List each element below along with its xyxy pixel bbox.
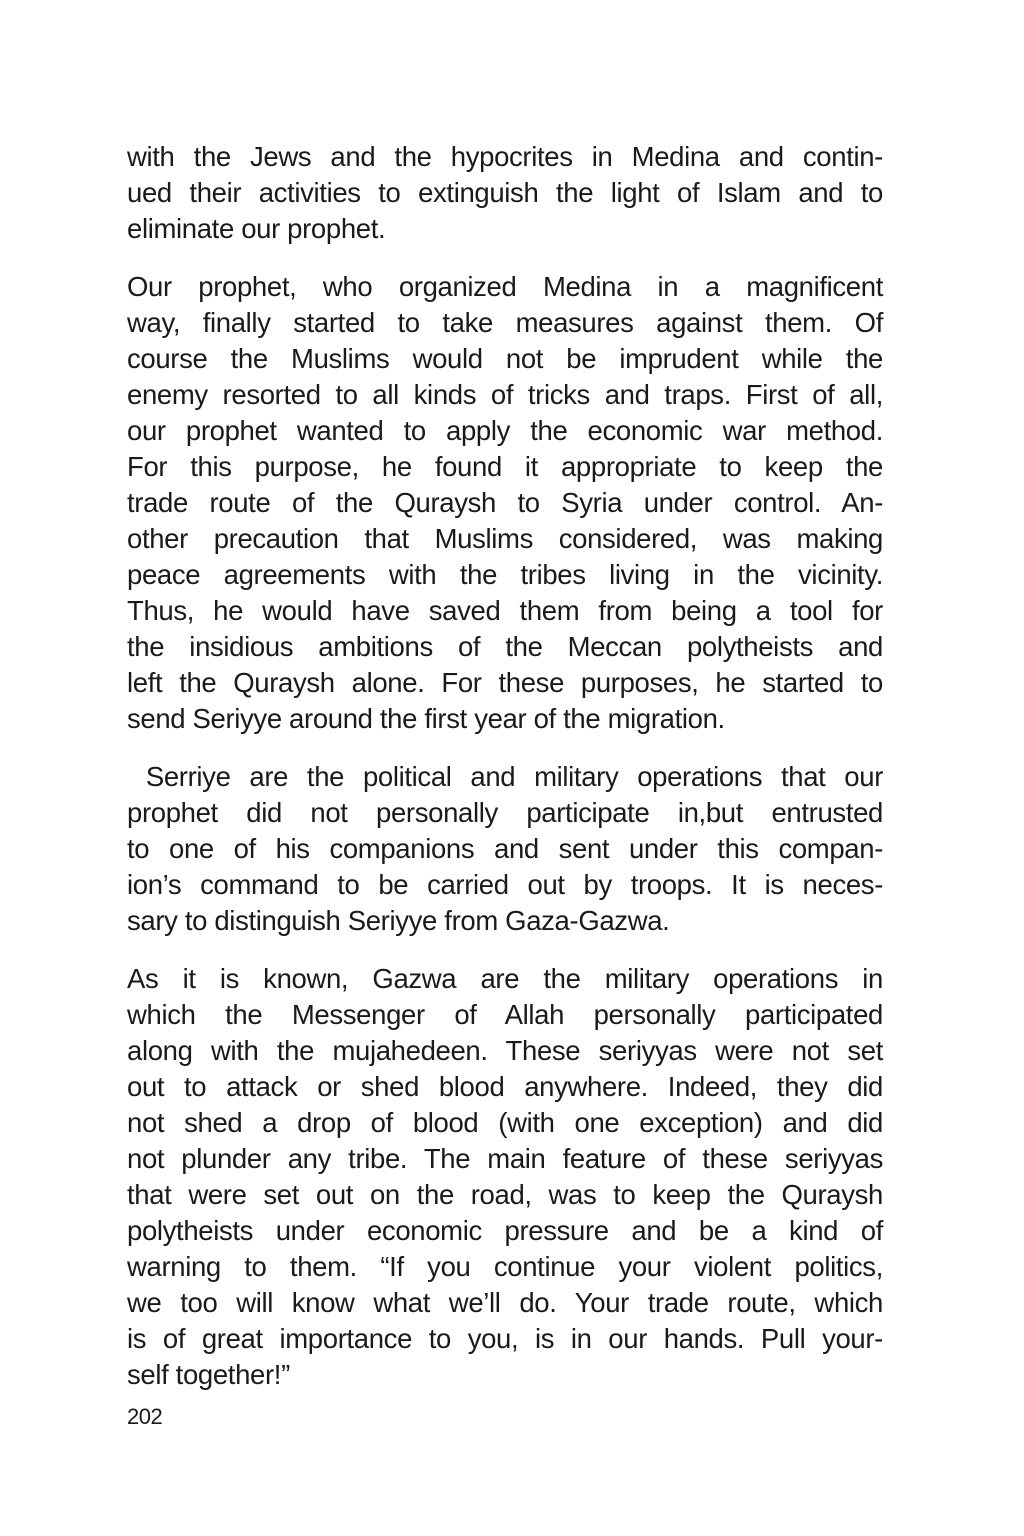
text-line: enemy resorted to all kinds of tricks and traps. First of all, [127, 379, 883, 410]
text-line: For this purpose, he found it appropriate to keep the [127, 451, 883, 482]
text-line: sary to distinguish Seriyye from Gaza-Gazwa. [127, 905, 670, 936]
text-line: peace agreements with the tribes living in the vicinity. [127, 559, 883, 590]
text-line: warning to them. “If you continue your violent politics, [127, 1251, 883, 1282]
text-line: Our prophet, who organized Medina in a magnificent [127, 271, 883, 302]
text-line: self together!” [127, 1359, 290, 1390]
text-line: polytheists under economic pressure and be a kind of [127, 1215, 883, 1246]
text-line: out to attack or shed blood anywhere. Indeed, they did [127, 1071, 883, 1102]
page-number: 202 [127, 1404, 163, 1429]
paragraph-2 [127, 269, 883, 737]
text-line: eliminate our prophet. [127, 213, 386, 244]
text-line: other precaution that Muslims considered, was making [127, 523, 883, 554]
text-line: with the Jews and the hypocrites in Medina and contin- [127, 141, 883, 172]
text-line: left the Quraysh alone. For these purposes, he started to [127, 667, 883, 698]
text-line: course the Muslims would not be imprudent while the [127, 343, 883, 374]
text-line: is of great importance to you, is in our hands. Pull your- [127, 1323, 883, 1354]
text-line: which the Messenger of Allah personally participated [127, 999, 883, 1030]
text-line: Thus, he would have saved them from being a tool for [127, 595, 883, 626]
paragraph-4 [127, 961, 883, 1393]
text-line: Serriye are the political and military operations that our [127, 761, 883, 792]
text-line: not plunder any tribe. The main feature of these seriyyas [127, 1143, 883, 1174]
text-line: ued their activities to extinguish the light of Islam and to [127, 177, 883, 208]
body-text [127, 139, 883, 1415]
text-line: that were set out on the road, was to keep the Quraysh [127, 1179, 883, 1210]
text-line: way, finally started to take measures against them. Of [127, 307, 883, 338]
text-line: we too will know what we’ll do. Your trade route, which [127, 1287, 883, 1318]
text-line: prophet did not personally participate in,but entrusted [127, 797, 883, 828]
paragraph-1 [127, 139, 883, 247]
text-line: ion’s command to be carried out by troops. It is neces- [127, 869, 883, 900]
text-line: our prophet wanted to apply the economic war method. [127, 415, 883, 446]
text-line: the insidious ambitions of the Meccan polytheists and [127, 631, 883, 662]
text-line: trade route of the Quraysh to Syria under control. An- [127, 487, 883, 518]
text-line: send Seriyye around the first year of the migration. [127, 703, 725, 734]
text-line: along with the mujahedeen. These seriyyas were not set [127, 1035, 883, 1066]
paragraph-3 [127, 759, 883, 939]
text-line: to one of his companions and sent under this compan- [127, 833, 883, 864]
text-line: As it is known, Gazwa are the military operations in [127, 963, 883, 994]
text-line: not shed a drop of blood (with one exception) and did [127, 1107, 883, 1138]
